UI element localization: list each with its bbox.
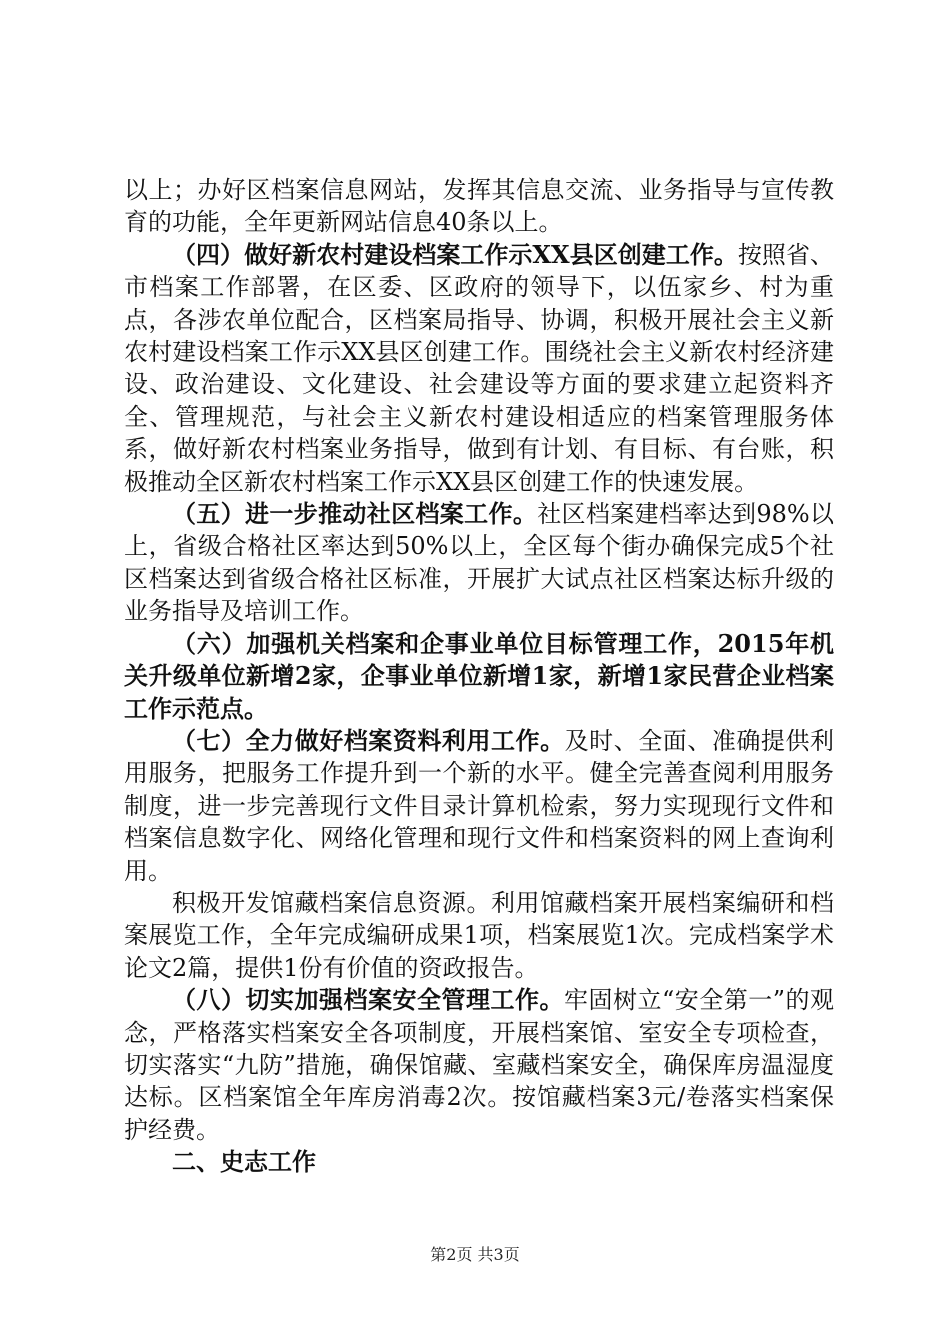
paragraph-section-7-sub (124, 887, 834, 984)
document-body (124, 174, 834, 1179)
paragraph-section-6 (124, 628, 834, 725)
paragraph-text: 及时、全面、准确提供利用服务，把服务工作提升到一个新的水平。健全完善查阅利用服务制度，进一步完善现行文件目录计算机检索，努力实现现行文件和档案信息数字化、网络化管理和现行文件和档案资料的网上查询利用。 (124, 726, 835, 885)
section-heading: （七）全力做好档案资料利用工作。 (172, 725, 565, 755)
paragraph-continuation (124, 174, 834, 239)
section-heading: （四）做好新农村建设档案工作示XX县区创建工作。 (172, 239, 738, 269)
section-heading: （六）加强机关档案和企事业单位目标管理工作，2015年机关升级单位新增2家，企事业单位新增1家，新增1家民营企业档案工作示范点。 (124, 628, 834, 723)
paragraph-text: 按照省、市档案工作部署，在区委、区政府的领导下，以伍家乡、村为重点，各涉农单位配合，区档案局指导、协调，积极开展社会主义新农村建设档案工作示XX县区创建工作。围绕社会主义新农村经济建设、政治建设、文化建设、社会建设等方面的要求建立起资料齐全、管理规范，与社会主义新农村建设相适应的档案管理服务体系，做好新农村档案业务指导，做到有计划、有目标、有台账，积极推动全区新农村档案工作示XX县区创建工作的快速发展。 (124, 240, 834, 496)
paragraph-section-8 (124, 984, 834, 1146)
paragraph-text: 积极开发馆藏档案信息资源。利用馆藏档案开展档案编研和档案展览工作，全年完成编研成果1项，档案展览1次。完成档案学术论文2篇，提供1份有价值的资政报告。 (124, 888, 834, 982)
paragraph-text: 牢固树立“安全第一”的观念，严格落实档案安全各项制度，开展档案馆、室安全专项检查，切实落实“九防”措施，确保馆藏、室藏档案安全，确保库房温湿度达标。区档案馆全年库房消毒2次。按馆藏档案3元/卷落实档案保护经费。 (124, 986, 835, 1144)
paragraph-section-5 (124, 498, 834, 628)
paragraph-text: 社区档案建档率达到98%以上，省级合格社区率达到50%以上，全区每个街办确保完成5个社区档案达到省级合格社区标准，开展扩大试点社区档案达标升级的业务指导及培训工作。 (124, 500, 835, 626)
chapter-heading-text: 二、史志工作 (172, 1147, 316, 1177)
section-heading: （八）切实加强档案安全管理工作。 (172, 985, 564, 1015)
paragraph-section-7 (124, 725, 834, 887)
page-footer: 第2页 共3页 (430, 1245, 520, 1264)
chapter-heading (124, 1146, 834, 1178)
paragraph-text: 以上；办好区档案信息网站，发挥其信息交流、业务指导与宣传教育的功能，全年更新网站信息40条以上。 (124, 176, 834, 237)
section-heading: （五）进一步推动社区档案工作。 (172, 499, 538, 529)
paragraph-section-4 (124, 239, 834, 498)
